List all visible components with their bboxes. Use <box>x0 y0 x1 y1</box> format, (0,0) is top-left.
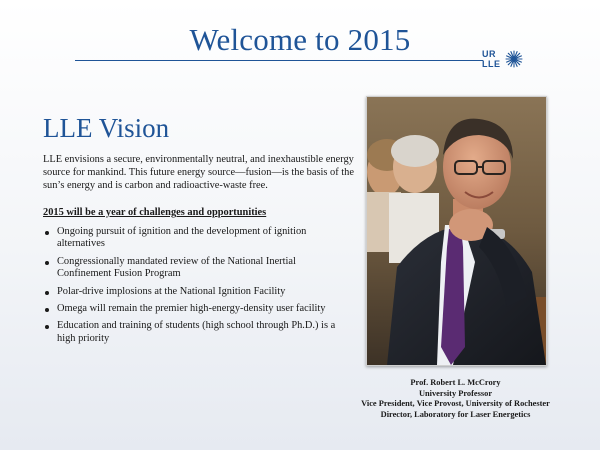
ur-lle-logo <box>482 49 524 71</box>
title-divider <box>75 60 483 61</box>
list-item: Education and training of students (high school through Ph.D.) is a high priority <box>43 320 343 345</box>
list-item: Omega will remain the premier high-energy-density user facility <box>43 303 343 315</box>
starburst-icon <box>505 50 523 68</box>
logo-lle-text: LLE <box>482 59 501 69</box>
list-item: Congressionally mandated review of the National Inertial Confinement Fusion Program <box>43 256 343 281</box>
list-item: Polar-drive implosions at the National Ignition Facility <box>43 286 343 298</box>
portrait-photo <box>366 96 547 366</box>
challenges-list <box>43 226 343 350</box>
caption-director: Director, Laboratory for Laser Energetics <box>380 409 531 419</box>
portrait-illustration <box>367 97 546 365</box>
vision-paragraph: LLE envisions a secure, environmentally neutral, and inexhaustible energy source for mankind. This future energy source—fusion—is the basis of the sun’s energy and is carbon and radioactive-waste free. <box>43 154 354 191</box>
caption-name: Prof. Robert L. McCrory <box>410 378 501 387</box>
logo-ur-text: UR <box>482 49 496 59</box>
vision-heading: LLE Vision <box>43 113 170 143</box>
list-item: Ongoing pursuit of ignition and the development of ignition alternatives <box>43 226 343 251</box>
caption-role: Vice President, Vice Provost, University of Rochester <box>361 399 550 409</box>
challenges-subheading: 2015 will be a year of challenges and opportunities <box>43 207 267 218</box>
caption-title: University Professor <box>418 388 493 398</box>
photo-caption <box>345 378 566 420</box>
page-title: Welcome to 2015 <box>189 22 411 57</box>
